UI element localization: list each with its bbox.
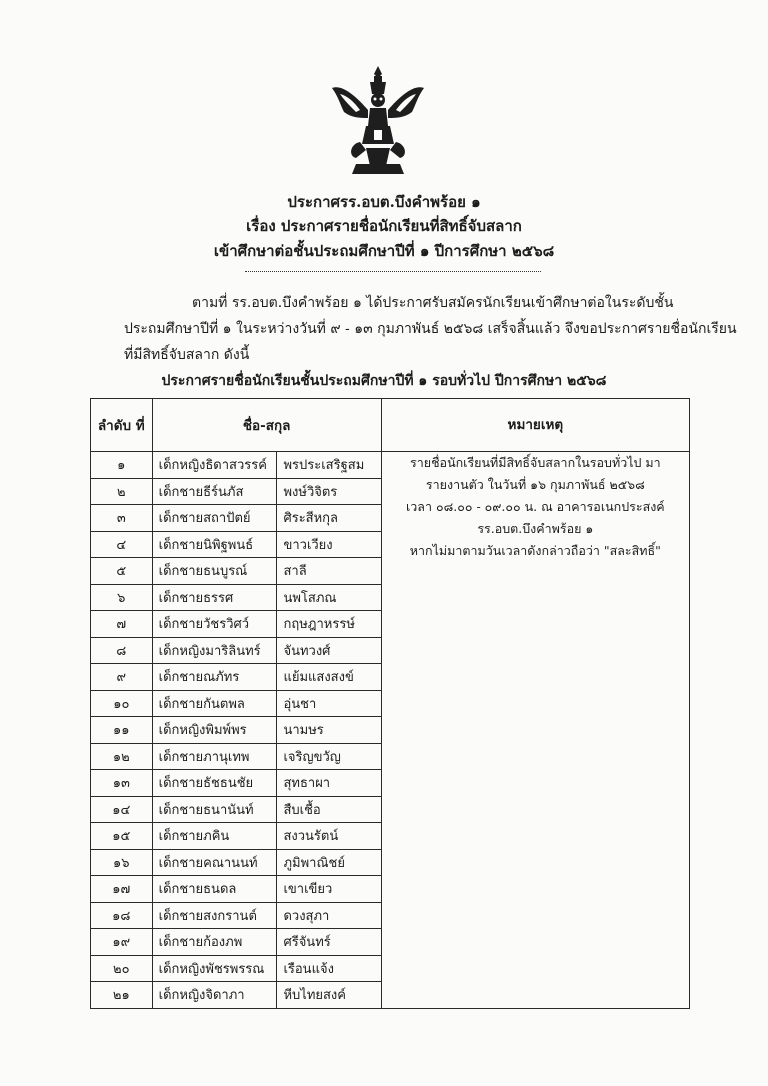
student-last-name: หีบไทยสงค์ bbox=[277, 982, 381, 1009]
row-number: ๒๐ bbox=[91, 955, 153, 982]
row-number: ๕ bbox=[91, 558, 153, 585]
dotted-divider bbox=[245, 271, 541, 272]
row-number: ๑๑ bbox=[91, 717, 153, 744]
row-number: ๑๓ bbox=[91, 770, 153, 797]
student-first-name: เด็กหญิงพิมพ์พร bbox=[152, 717, 277, 744]
student-last-name: ศรีจันทร์ bbox=[277, 929, 381, 956]
student-last-name: สืบเชื้อ bbox=[277, 796, 381, 823]
table-title: ประกาศรายชื่อนักเรียนชั้นประถมศึกษาปีที่ ๑ รอบทั่วไป ปีการศึกษา ๒๕๖๘ bbox=[161, 373, 607, 389]
header-full-name: ชื่อ-สกุล bbox=[152, 399, 381, 452]
student-last-name: ภูมิพาณิชย์ bbox=[277, 849, 381, 876]
row-number: ๑๘ bbox=[91, 902, 153, 929]
student-last-name: จันทวงศ์ bbox=[277, 637, 381, 664]
student-last-name: เจริญขวัญ bbox=[277, 743, 381, 770]
student-first-name: เด็กชายก้องภพ bbox=[152, 929, 277, 956]
student-first-name: เด็กชายธนดล bbox=[152, 876, 277, 903]
student-last-name: เรือนแจ้ง bbox=[277, 955, 381, 982]
student-last-name: กฤษฎาหรรษ์ bbox=[277, 611, 381, 638]
body-paragraph-line1: ตามที่ รร.อบต.บึงคำพร้อย ๑ ได้ประกาศรับสมัครนักเรียนเข้าศึกษาต่อในระดับชั้น bbox=[192, 295, 674, 311]
remark-line: เวลา ๐๘.๐๐ - ๐๙.๐๐ น. ณ อาคารอเนกประสงค์ bbox=[406, 499, 665, 514]
student-first-name: เด็กชายสถาปัตย์ bbox=[152, 505, 277, 532]
student-first-name: เด็กหญิงจิดาภา bbox=[152, 982, 277, 1009]
student-last-name: สุทธาผา bbox=[277, 770, 381, 797]
student-last-name: เขาเขียว bbox=[277, 876, 381, 903]
remark-line: หากไม่มาตามวันเวลาดังกล่าวถือว่า "สละสิทธิ์" bbox=[409, 543, 661, 558]
student-last-name: แย้มแสงสงข์ bbox=[277, 664, 381, 691]
student-first-name: เด็กหญิงพัชรพรรณ bbox=[152, 955, 277, 982]
row-number: ๘ bbox=[91, 637, 153, 664]
announcement-title: ประกาศรร.อบต.บึงคำพร้อย ๑ bbox=[287, 193, 481, 211]
announcement-subject: เรื่อง ประกาศรายชื่อนักเรียนที่สิทธิ์จับสลาก bbox=[246, 217, 522, 235]
student-first-name: เด็กหญิงมาริลินทร์ bbox=[152, 637, 277, 664]
row-number: ๔ bbox=[91, 531, 153, 558]
header-order-number: ลำดับ ที่ bbox=[91, 399, 153, 452]
remark-line: รายงานตัว ในวันที่ ๑๖ กุมภาพันธ์ ๒๕๖๘ bbox=[425, 477, 645, 492]
row-number: ๑๙ bbox=[91, 929, 153, 956]
student-first-name: เด็กชายภคิน bbox=[152, 823, 277, 850]
header-remark: หมายเหตุ bbox=[381, 399, 689, 452]
student-first-name: เด็กชายณภัทร bbox=[152, 664, 277, 691]
body-paragraph-line3: ที่มีสิทธิ์จับสลาก ดังนี้ bbox=[124, 347, 250, 363]
student-first-name: เด็กชายธนบูรณ์ bbox=[152, 558, 277, 585]
student-first-name: เด็กชายธนานันท์ bbox=[152, 796, 277, 823]
student-first-name: เด็กชายวัชรวิศว์ bbox=[152, 611, 277, 638]
row-number: ๗ bbox=[91, 611, 153, 638]
student-first-name: เด็กชายคณานนท์ bbox=[152, 849, 277, 876]
student-first-name: เด็กชายธัชธนชัย bbox=[152, 770, 277, 797]
remark-line: รร.อบต.บึงคำพร้อย ๑ bbox=[477, 521, 594, 536]
row-number: ๑๕ bbox=[91, 823, 153, 850]
student-last-name: ดวงสุภา bbox=[277, 902, 381, 929]
student-last-name: นพโสภณ bbox=[277, 584, 381, 611]
row-number: ๑๐ bbox=[91, 690, 153, 717]
row-number: ๙ bbox=[91, 664, 153, 691]
body-paragraph-line2: ประถมศึกษาปีที่ ๑ ในระหว่างวันที่ ๙ - ๑๓ กุมภาพันธ์ ๒๕๖๘ เสร็จสิ้นแล้ว จึงขอประกาศรายชื่อนักเรียน bbox=[124, 321, 737, 337]
row-number: ๑๗ bbox=[91, 876, 153, 903]
student-last-name: พรประเสริฐสม bbox=[277, 452, 381, 479]
row-number: ๑ bbox=[91, 452, 153, 479]
remark-cell bbox=[381, 452, 689, 1009]
student-first-name: เด็กชายธรรศ bbox=[152, 584, 277, 611]
row-number: ๑๖ bbox=[91, 849, 153, 876]
student-last-name: อุ่นชา bbox=[277, 690, 381, 717]
remark-line: รายชื่อนักเรียนที่มีสิทธิ์จับสลากในรอบทั่วไป มา bbox=[410, 455, 661, 470]
student-last-name: พงษ์วิจิตร bbox=[277, 478, 381, 505]
student-first-name: เด็กหญิงธิดาสวรรค์ bbox=[152, 452, 277, 479]
student-last-name: สงวนรัตน์ bbox=[277, 823, 381, 850]
student-first-name: เด็กชายกันตพล bbox=[152, 690, 277, 717]
student-first-name: เด็กชายภานุเทพ bbox=[152, 743, 277, 770]
table-header-row bbox=[91, 399, 690, 452]
student-last-name: ขาวเวียง bbox=[277, 531, 381, 558]
student-first-name: เด็กชายสงกรานต์ bbox=[152, 902, 277, 929]
row-number: ๑๒ bbox=[91, 743, 153, 770]
student-last-name: สาลี bbox=[277, 558, 381, 585]
row-number: ๒๑ bbox=[91, 982, 153, 1009]
table-row bbox=[91, 452, 690, 479]
announcement-subject-line2: เข้าศึกษาต่อชั้นประถมศึกษาปีที่ ๑ ปีการศึกษา ๒๕๖๘ bbox=[213, 242, 555, 260]
row-number: ๑๔ bbox=[91, 796, 153, 823]
student-first-name: เด็กชายธีร์นภัส bbox=[152, 478, 277, 505]
student-last-name: นามษร bbox=[277, 717, 381, 744]
row-number: ๖ bbox=[91, 584, 153, 611]
student-last-name: ศิระสีหกุล bbox=[277, 505, 381, 532]
table-body bbox=[91, 452, 690, 1009]
row-number: ๒ bbox=[91, 478, 153, 505]
row-number: ๓ bbox=[91, 505, 153, 532]
student-first-name: เด็กชายนิพิฐพนธ์ bbox=[152, 531, 277, 558]
student-roster-table bbox=[90, 398, 690, 1009]
garuda-emblem bbox=[330, 66, 426, 178]
